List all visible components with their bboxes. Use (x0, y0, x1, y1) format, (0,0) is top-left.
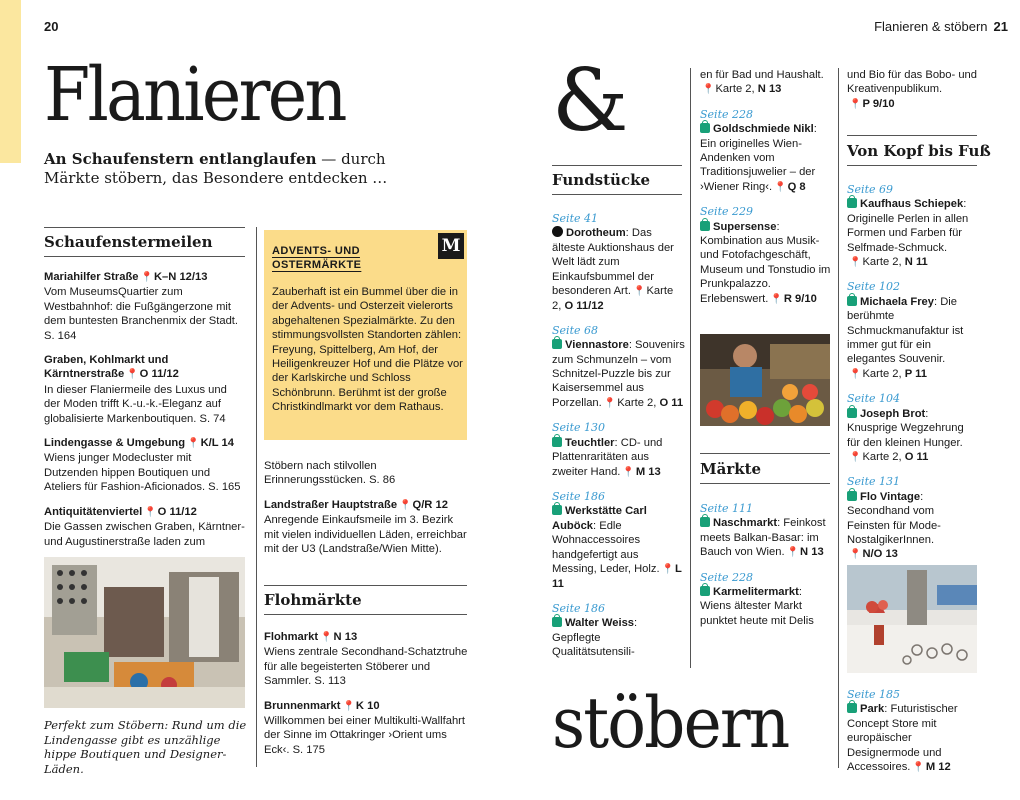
map-pin-icon: 📍 (187, 438, 200, 450)
running-header-title: Flanieren & stöbern (874, 19, 988, 34)
heading-von-kopf-bis-fuss: Von Kopf bis Fuß (847, 142, 991, 160)
entry-name: Dorotheum (566, 227, 626, 240)
map-pin-icon: 📍 (320, 632, 333, 643)
entry-name: Antiquitätenviertel (44, 505, 143, 518)
map-reference: N 13 (800, 546, 824, 559)
map-reference: Q/R 12 (412, 498, 448, 511)
page-reference: Seite 102 (847, 280, 900, 294)
entry-name: Naschmarkt (713, 517, 778, 530)
shopping-bag-icon (700, 123, 710, 133)
rule (44, 256, 245, 257)
entry-name: Werkstätte Carl Auböck (552, 505, 647, 532)
entry-text: Willkommen bei einer Multikulti-Wallfahrt der Sinne im Ottakringer ›Orient ums Eck‹. S. 175 (264, 715, 466, 756)
park-entry (847, 688, 979, 775)
map-reference: N 11 (904, 256, 928, 269)
map-reference: N 13 (757, 83, 782, 96)
entry-text: : Secondhand vom Feinsten für Mode-NostalgikerInnen. (847, 490, 941, 546)
heading-maerkte: Märkte (700, 460, 762, 478)
vertical-divider (838, 68, 839, 768)
col5-top (847, 68, 979, 112)
list-item (700, 108, 831, 195)
running-header (874, 19, 1008, 34)
page-number-left: 20 (44, 19, 59, 34)
map-pin-icon: 📍 (849, 549, 862, 561)
subtitle (44, 150, 444, 188)
shopping-bag-icon (847, 408, 857, 418)
entry-text: : Souvenirs zum Schmunzeln – vom Schnitzel-Puzzle bis zur Kaisersemmel aus Porzellan. (552, 339, 685, 409)
map-reference: O 11 (904, 450, 929, 463)
list-item (552, 490, 685, 592)
rule (847, 165, 977, 166)
list-item (552, 324, 685, 411)
rule (847, 135, 977, 136)
map-reference: K–N 12/13 (153, 271, 208, 283)
map-reference: K 10 (355, 699, 380, 712)
list-item (847, 183, 979, 270)
list-item (847, 688, 979, 775)
continuation-text: en für Bad und Haushalt. (700, 69, 824, 81)
entry-text: : Ein originelles Wien-Andenken vom Traditionsjuwelier – der ›Wiener Ring‹. (700, 123, 817, 193)
entry-text: In dieser Flaniermeile des Luxus und der Moden trifft K.-u.-k.-Eleganz auf globalisierte Markenboutiquen. S. 74 (44, 383, 227, 425)
map-reference: N/O 13 (862, 548, 898, 561)
map-pin-icon: 📍 (603, 397, 617, 409)
entry-text: : Wiens ältester Markt punktet heute mit Delis (700, 586, 814, 627)
title-stoebern: stöbern (552, 682, 789, 764)
heading-schaufenstermeilen: Schaufenstermeilen (44, 233, 213, 251)
map-reference: M 13 (635, 465, 661, 478)
entry-text: : Edle Wohnaccessoires handgefertigt aus Messing, Leder, Holz. (552, 519, 660, 575)
shopping-bag-icon (700, 221, 710, 231)
entry-name: Landstraßer Hauptstraße (264, 498, 398, 511)
page-reference: Seite 41 (552, 212, 598, 225)
page-reference: Seite 229 (700, 205, 753, 219)
map-pin-icon: 📍 (140, 272, 153, 283)
entry-name: Goldschmiede Nikl (713, 123, 814, 136)
map-pin-icon: 📍 (912, 762, 925, 774)
entry-name: Graben, Kohlmarkt und Kärntnerstraße (44, 354, 169, 381)
page-reference: Seite 186 (552, 489, 605, 503)
entry-text: Vom MuseumsQuartier zum Westbahnhof: die Fußgängerzone mit dem buntesten Branchenmix der Stadt. S. 164 (44, 286, 239, 342)
list-item (700, 205, 831, 307)
page-reference: Seite 104 (847, 392, 900, 406)
map-reference: P 9/10 (862, 97, 895, 110)
entry-text: : Die berühmte Schmuckmanufaktur ist immer gut für ein elegantes Souvenir. (847, 295, 964, 366)
map-reference: R 9/10 (783, 292, 817, 305)
page-reference: Seite 69 (847, 183, 893, 196)
entry-text: : Das älteste Auktionshaus der Welt lädt zum Einkaufsbummel der besonderen Art. (552, 227, 674, 298)
subtitle-bold: An Schaufenstern entlanglaufen (44, 150, 317, 168)
shopping-bag-icon (847, 491, 857, 501)
market-vendor-photo (700, 334, 830, 426)
subtitle-rest: — durch Märkte stöbern, das Besondere entdecken … (44, 150, 388, 187)
map-pin-icon: 📍 (849, 368, 862, 380)
page-reference: Seite 131 (847, 475, 900, 489)
map-pin-icon: 📍 (661, 563, 675, 575)
yellow-page-tab (0, 0, 21, 163)
entry-text: : Originelle Perlen in allen Formen und Farben für Selfmade-Schmuck. (847, 198, 969, 254)
list-item (847, 392, 979, 465)
list-item (847, 475, 979, 562)
map-pin-icon: 📍 (774, 181, 787, 193)
map-pin-icon: 📍 (622, 466, 635, 478)
title-ampersand: & (552, 51, 629, 151)
page-reference: Seite 111 (700, 502, 753, 515)
page-reference: Seite 130 (552, 421, 605, 435)
heading-fundstuecke: Fundstücke (552, 171, 651, 189)
map-prefix: Karte 2, (617, 396, 657, 409)
entry-name: Kaufhaus Schiepek (860, 198, 964, 211)
shopping-bag-icon (847, 703, 857, 713)
entry-name: Viennastore (565, 339, 629, 352)
entry-name: Lindengasse & Umgebung (44, 437, 186, 450)
boutique-photo (44, 557, 245, 708)
map-pin-icon: 📍 (849, 451, 862, 463)
rule (700, 453, 830, 454)
entry-name: Walter Weiss (565, 617, 635, 630)
col4-top (700, 68, 831, 307)
map-prefix: Karte 2, (552, 285, 674, 313)
continuation-text: Stöbern nach stilvollen Erinnerungsstücken. S. 86 (264, 460, 396, 487)
schaufenster-list (44, 270, 245, 549)
entry-name: Flo Vintage (860, 490, 921, 503)
map-prefix: Karte 2, (862, 367, 902, 380)
shopping-bag-icon (552, 339, 562, 349)
map-reference: O 11/12 (139, 368, 179, 381)
page-reference: Seite 68 (552, 323, 598, 337)
entry-text: Anregende Einkaufsmeile im 3. Bezirk mit vielen individuellen Läden, erreichbar mit der U3 (Landstraße/Wien Mitte). (264, 514, 467, 556)
rule (700, 483, 830, 484)
advent-text: Zauberhaft ist ein Bummel über die in der Advents- und Osterzeit vielerorts abgehaltenen Spezialmärkte. Zu den stimmungsvollsten Standorten zählen: Freyung, Spittelberg, Am Hof, der Heiligenkreuzer Hof und die Plätze vor der Karlskirche und Schloss Schönbrunn. Berühmt ist der große Christkindlmarkt vor dem Rathaus. (272, 286, 463, 414)
continuation-text: und Bio für das Bobo- und Kreativenpublikum. (847, 69, 977, 96)
list-item (44, 505, 245, 549)
map-reference: Q 8 (787, 180, 806, 193)
shopping-bag-icon (552, 437, 562, 447)
list-item (264, 498, 469, 557)
map-prefix: Karte 2, (715, 83, 755, 96)
entry-text: : Feinkost meets Balkan-Basar: im Bauch von Wien. (700, 517, 826, 559)
von-kopf-list (847, 183, 979, 563)
m-badge-icon: M (438, 233, 464, 259)
list-item (700, 571, 831, 629)
map-pin-icon: 📍 (342, 700, 355, 712)
list-item (264, 699, 469, 758)
advent-heading: ADVENTS- UND OSTERMÄRKTE (272, 245, 362, 271)
vertical-divider (256, 227, 257, 767)
list-item (44, 436, 245, 495)
map-prefix: Karte 2, (862, 256, 902, 269)
list-item (552, 602, 685, 660)
map-reference: P 11 (904, 367, 927, 380)
entry-text: : Futuristischer Concept Store mit europäischer Designermode und Accessoires. (847, 703, 958, 774)
list-item (847, 280, 979, 382)
entry-name: Joseph Brot (860, 407, 926, 420)
entry-text: : Kombination aus Musik- und Fotofachgeschäft, Museum und Tonstudio im Prunkpalazzo. Erlebenswert. (700, 220, 831, 305)
map-pin-icon: 📍 (126, 369, 139, 381)
entry-text: Die Gassen zwischen Graben, Kärntner- und Augustinerstraße laden zum (44, 521, 245, 548)
map-pin-icon: 📍 (633, 286, 646, 298)
entry-text: Wiens junger Modecluster mit Dutzenden hippen Boutiquen und Ateliers für Fashion-Aficionados. S. 165 (44, 452, 241, 494)
map-reference: L 11 (552, 562, 682, 591)
map-reference: N 13 (333, 631, 358, 643)
auction-icon (552, 226, 563, 237)
map-pin-icon: 📍 (144, 506, 157, 518)
list-item (700, 502, 831, 561)
map-reference: O 11/12 (564, 300, 604, 313)
entry-name: Michaela Frey (860, 295, 934, 308)
page-reference: Seite 228 (700, 107, 753, 121)
entry-name: Karmelitermarkt (713, 586, 799, 599)
fundstuecke-list (552, 212, 685, 659)
map-pin-icon: 📍 (849, 98, 862, 110)
map-pin-icon: 📍 (770, 293, 783, 305)
title-flanieren: Flanieren (44, 52, 345, 138)
flohmarkt-list (264, 630, 469, 757)
maerkte-list (700, 502, 831, 628)
rule (264, 614, 467, 615)
page-reference: Seite 228 (700, 570, 753, 584)
entry-text: Wiens zentrale Secondhand-Schatztruhe für alle begeisterten Stöberer und Sammler. S. 113 (264, 646, 468, 688)
map-reference: M 12 (925, 761, 951, 774)
list-item (264, 630, 469, 689)
rule (264, 585, 467, 586)
shopping-bag-icon (552, 617, 562, 627)
jewelry-shop-photo (847, 565, 977, 673)
map-reference: K/L 14 (200, 437, 234, 450)
list-item (552, 212, 685, 314)
list-item (552, 421, 685, 480)
entry-text: : Knusprige Wegzehrung für den kleinen Hunger. (847, 407, 964, 449)
page-reference: Seite 186 (552, 601, 605, 615)
map-pin-icon: 📍 (702, 84, 715, 96)
entry-name: Mariahilfer Straße (44, 271, 139, 283)
advent-box (264, 230, 467, 440)
map-pin-icon: 📍 (786, 547, 800, 559)
page-reference: Seite 185 (847, 688, 900, 701)
vertical-divider (690, 68, 691, 668)
shopping-bag-icon (700, 586, 710, 596)
entry-text: : Gepflegte Qualitätsutensili- (552, 617, 638, 658)
rule (44, 227, 245, 228)
heading-flohmaerkte: Flohmärkte (264, 591, 362, 609)
col2-continuation (264, 459, 469, 556)
page-number-right: 21 (993, 19, 1008, 34)
shopping-bag-icon (847, 296, 857, 306)
map-reference: O 11/12 (157, 505, 197, 518)
map-pin-icon: 📍 (849, 257, 862, 269)
entry-name: Park (860, 703, 885, 716)
rule (552, 194, 682, 195)
shopping-bag-icon (552, 505, 562, 515)
entry-name: Brunnenmarkt (264, 699, 341, 712)
entry-name: Supersense (713, 220, 777, 233)
entry-name: Teuchtler (565, 436, 615, 449)
rule (552, 165, 682, 166)
map-reference: O 11 (659, 396, 684, 409)
entry-text: : CD- und Plattenraritäten aus zweiter Hand. (552, 436, 663, 478)
list-item (44, 353, 245, 426)
list-item (44, 270, 245, 343)
shopping-bag-icon (700, 517, 710, 527)
shopping-bag-icon (847, 198, 857, 208)
map-prefix: Karte 2, (862, 450, 902, 463)
entry-name: Flohmarkt (264, 631, 319, 643)
map-pin-icon: 📍 (399, 499, 412, 511)
photo-caption: Perfekt zum Stöbern: Rund um die Lindengasse gibt es unzählige hippe Boutiquen und Designer-Läden. (44, 718, 247, 776)
